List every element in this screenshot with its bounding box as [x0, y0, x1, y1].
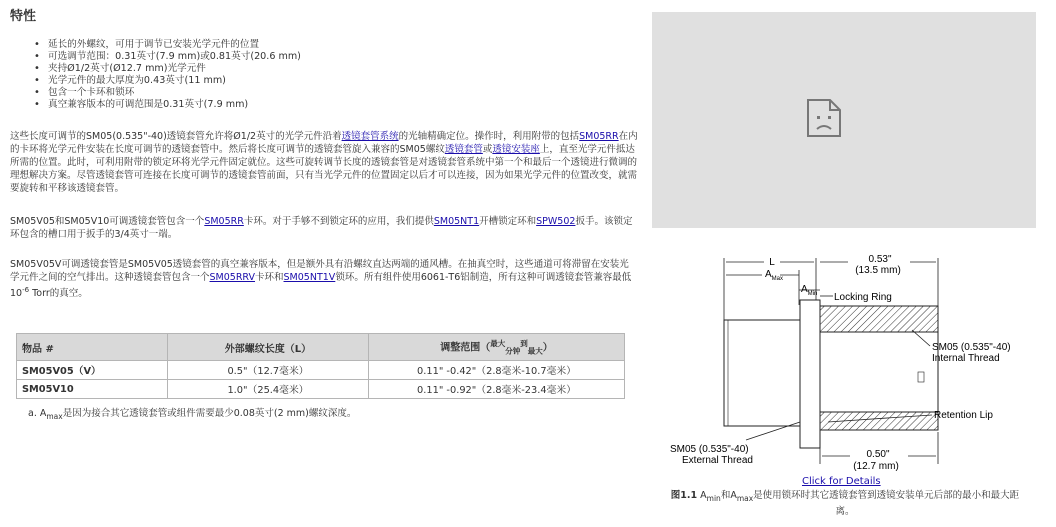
text: 到 — [520, 338, 528, 348]
header-item: 物品 # — [17, 334, 168, 361]
text: A — [697, 490, 707, 501]
locking-ring-label: Locking Ring — [834, 292, 892, 303]
text: 这些长度可调节的SM05(0.535"-40)透镜套管允许将Ø1/2英寸的光学元件沿着 — [10, 131, 342, 142]
text: 扳手。该锁定环包含的槽口用于扳手的3/4英寸一端。 — [10, 216, 633, 240]
exponent: -6 — [22, 286, 30, 294]
table-footnote — [28, 405, 356, 421]
lens-tube-link[interactable]: 透镜套管 — [444, 144, 483, 155]
text: 卡环。对于手够不到锁定环的应用，我们提供 — [243, 216, 434, 227]
internal-thread-label-2: Internal Thread — [932, 353, 1000, 364]
header-range — [369, 334, 625, 361]
text: 的光轴精确定位。操作时，利用附带的包括 — [398, 131, 580, 142]
table-row — [17, 361, 625, 380]
text: 最大 — [527, 346, 543, 356]
external-thread-label-2: External Thread — [682, 455, 753, 466]
cell-range: 0.11" -0.92"（2.8毫米-23.4毫米） — [369, 380, 625, 399]
list-item: • 夹持Ø1/2英寸(Ø12.7 mm)光学元件 — [10, 63, 638, 75]
sm05rrv-link[interactable]: SM05RRV — [209, 272, 256, 283]
list-item: • 包含一个卡环和锁环 — [10, 87, 638, 99]
list-item: • 延长的外螺纹，可用于调节已安装光学元件的位置 — [10, 39, 638, 51]
text: 或 — [482, 144, 493, 155]
list-item: • 可选调节范围：0.31英寸(7.9 mm)或0.81英寸(20.6 mm) — [10, 51, 638, 63]
spw502-link[interactable]: SPW502 — [536, 216, 576, 227]
text: 分钟 — [505, 346, 521, 356]
cell-length: 1.0"（25.4毫米） — [168, 380, 369, 399]
header-length: 外部螺纹长度（L） — [168, 334, 369, 361]
left-content — [10, 0, 638, 421]
cell-length: 0.5"（12.7毫米） — [168, 361, 369, 380]
text: ） — [542, 342, 553, 354]
text: min — [706, 493, 721, 503]
list-item: • 光学元件的最大厚度为0.43英寸(11 mm) — [10, 75, 638, 87]
text: 锁环。所有组件使用6061-T6铝制造，所有这种可调透镜套管兼容最低10 — [10, 272, 632, 300]
description-paragraph-3 — [10, 258, 638, 300]
text: 最大 — [490, 338, 506, 348]
cell-range: 0.11" -0.42"（2.8毫米-10.7毫米） — [369, 361, 625, 380]
text: Torr的真空。 — [29, 288, 88, 300]
details-link[interactable]: Click for Details — [802, 476, 881, 487]
text: max — [736, 493, 754, 503]
text: 在内的卡环将光学元件安装在长度可调节的透镜套管中。然后将长度可调节的透镜套管旋入兼容的SM05螺纹 — [10, 131, 638, 155]
cell-item: SM05V10 — [17, 380, 168, 399]
sm05nt1-link[interactable]: SM05NT1 — [433, 216, 480, 227]
figure-caption — [670, 489, 1020, 518]
list-item: • 真空兼容版本的可调范围是0.31英寸(7.9 mm) — [10, 99, 638, 111]
sm05rr-link[interactable]: SM05RR — [204, 216, 244, 227]
retention-lip-label: Retention Lip — [934, 410, 993, 421]
text: 卡环和 — [255, 272, 284, 283]
video-placeholder[interactable] — [652, 12, 1036, 228]
description-paragraph-2 — [10, 215, 638, 241]
dim-050-label: 0.50" — [866, 449, 890, 460]
table-header-row — [17, 334, 625, 361]
external-thread-label-1: SM05 (0.535"-40) — [670, 444, 749, 455]
lens-tube-system-link[interactable]: 透镜套管系统 — [341, 131, 399, 142]
text: 上，直至光学元件抵达所需的位置。此时，可利用附带的锁定环将光学元件固定就位。这些可旋转调节长度的透镜套管是对透镜套管系统中第一个和最后一个透镜进行微调的理想解决方案。尽管透镜套管可连接在长度可调节的透镜套管前面，只有当光学元件的位置固定以后才可以连接，因为如果光学元件的位置改变，就需要旋转和平移该透镜套管。 — [10, 144, 638, 194]
caption-label: 图1.1 — [670, 490, 698, 501]
dim-050-mm-label: (12.7 mm) — [853, 461, 899, 472]
sm05rr-link[interactable]: SM05RR — [579, 131, 619, 142]
page-title: 特性 — [10, 9, 37, 24]
broken-page-icon — [806, 98, 842, 138]
description-paragraph-1 — [10, 130, 638, 195]
dim-amax-label: $A_{Max}$ — [765, 269, 784, 282]
text: 是因为接合其它透镜套管或组件需要最少0.08英寸(2 mm)螺纹深度。 — [62, 408, 357, 419]
lens-mount-link[interactable]: 透镜安装座 — [492, 144, 540, 155]
features-list — [10, 39, 638, 111]
technical-drawing — [668, 250, 1048, 476]
text: 是使用锁环时其它透镜套管到透镜安装单元后部的最小和最大距离。 — [753, 490, 1020, 517]
text: SM05V05和SM05V10可调透镜套管包含一个 — [10, 216, 205, 227]
text: a. A — [28, 408, 47, 419]
table-row — [17, 380, 625, 399]
text: 调整范围（ — [440, 342, 491, 354]
dim-053-mm-label: (13.5 mm) — [855, 265, 901, 276]
sm05nt1v-link[interactable]: SM05NT1V — [283, 272, 336, 283]
dim-053-label: 0.53" — [868, 254, 892, 265]
text: max — [46, 411, 63, 421]
cell-item: SM05V05（V） — [17, 361, 168, 380]
text: 和A — [720, 490, 737, 501]
text: 开槽锁定环和 — [479, 216, 537, 227]
spec-table — [16, 333, 625, 399]
dim-l-label: L — [769, 257, 775, 268]
dim-amin-label: $A_{Min}$ — [801, 284, 818, 297]
text: SM05V05V可调透镜套管是SM05V05透镜套管的真空兼容版本，但是额外具有沿螺纹直达两端的通风槽。在抽真空时，这些通道可将滞留在安装光学元件之间的空气排出。这种透镜套管包含一个 — [10, 259, 629, 283]
internal-thread-label-1: SM05 (0.535"-40) — [932, 342, 1011, 353]
